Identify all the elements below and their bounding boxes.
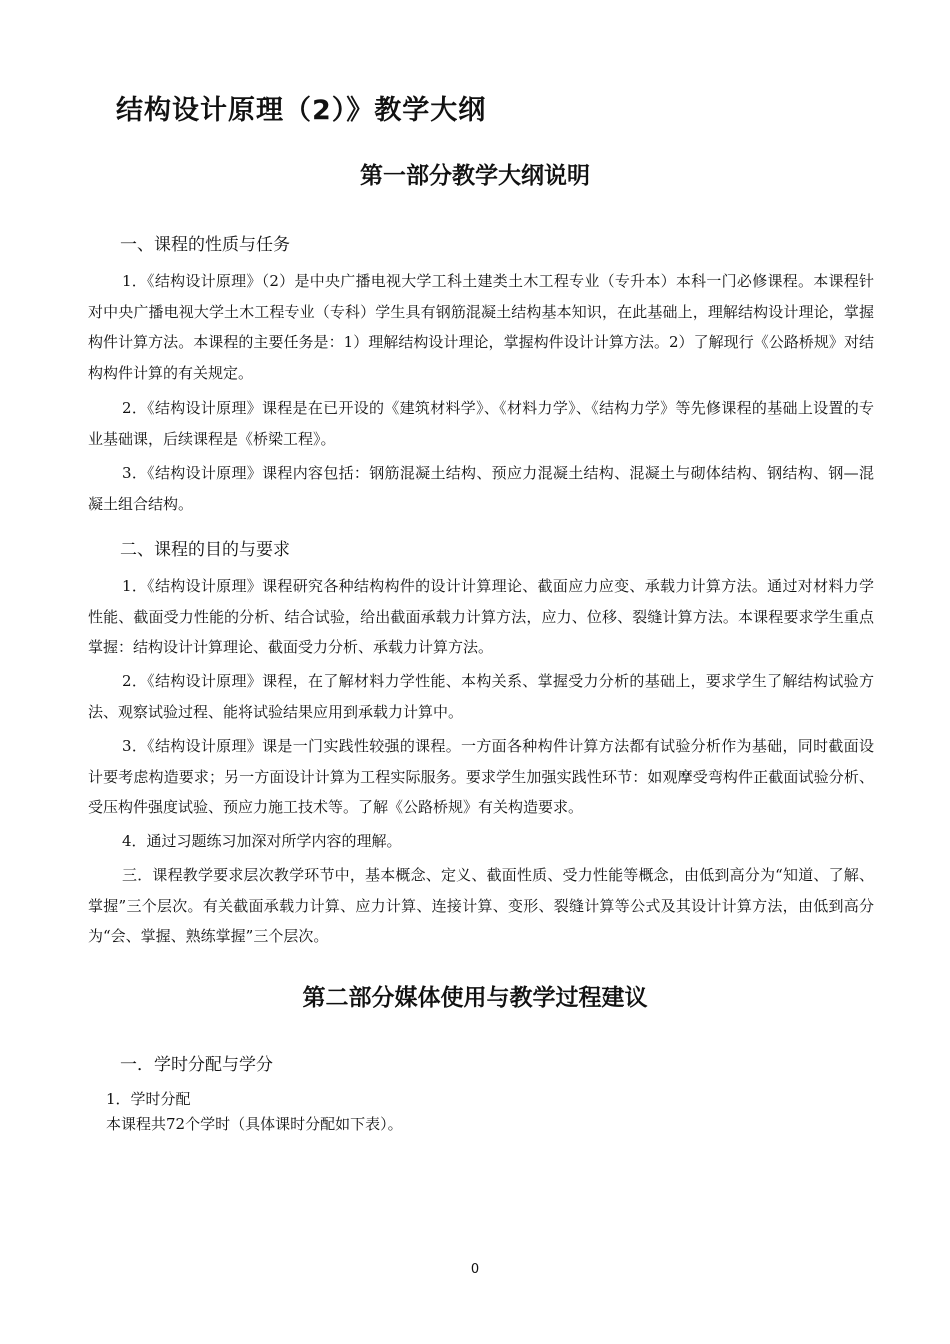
paragraph: 1．《结构设计原理》课程研究各种结构构件的设计计算理论、截面应力应变、承载力计算方法。通过对材料力学性能、截面受力性能的分析、结合试验，给出截面承载力计算方法，应力、位移、裂缝计算方法。本课程要求学生重点掌握：结构设计计算理论、截面受力分析、承载力计算方法。 <box>88 577 874 656</box>
paragraph: 2．《结构设计原理》课程，在了解材料力学性能、本构关系、掌握受力分析的基础上，要求学生了解结构试验方法、观察试验过程、能将试验结果应用到承载力计算中。 <box>88 672 874 721</box>
document-title: 结构设计原理（2）》教学大纲 <box>116 95 487 126</box>
section-heading-hours-credits: 一．学时分配与学分 <box>120 1055 273 1075</box>
part1-title: 第一部分教学大纲说明 <box>360 163 590 189</box>
part2-title: 第二部分媒体使用与教学过程建议 <box>302 985 648 1011</box>
paragraph: 1．《结构设计原理》（2）是中央广播电视大学工科土建类土木工程专业（专升本）本科一门必修课程。本课程针对中央广播电视大学土木工程专业（专科）学生具有钢筋混凝土结构基本知识，在此基础上，理解结构设计理论，掌握构件计算方法。本课程的主要任务是：1）理解结构设计理论，掌握构件设计计算方法。2）了解现行《公路桥规》对结构构件计算的有关规定。 <box>88 272 874 382</box>
paragraph: 3．《结构设计原理》课是一门实践性较强的课程。一方面各种构件计算方法都有试验分析作为基础，同时截面设计要考虑构造要求；另一方面设计计算为工程实际服务。要求学生加强实践性环节：如观摩受弯构件正截面试验分析、受压构件强度试验、预应力施工技术等。了解《公路桥规》有关构造要求。 <box>88 737 874 816</box>
paragraph: 2．《结构设计原理》课程是在已开设的《建筑材料学》、《材料力学》、《结构力学》等先修课程的基础上设置的专业基础课，后续课程是《桥梁工程》。 <box>88 399 874 448</box>
paragraph: 4．通过习题练习加深对所学内容的理解。 <box>122 832 402 850</box>
section-heading-goals-requirements: 二、课程的目的与要求 <box>120 540 290 560</box>
subsection-label-hours: 1．学时分配 <box>106 1090 191 1108</box>
paragraph: 3．《结构设计原理》课程内容包括：钢筋混凝土结构、预应力混凝土结构、混凝土与砌体结构、钢结构、钢—混凝土组合结构。 <box>88 464 874 513</box>
page-number: 0 <box>470 1262 480 1277</box>
paragraph: 三．课程教学要求层次教学环节中，基本概念、定义、截面性质、受力性能等概念，由低到高分为“知道、了解、掌握”三个层次。有关截面承载力计算、应力计算、连接计算、变形、裂缝计算等公式及其设计计算方法，由低到高分为“会、掌握、熟练掌握”三个层次。 <box>88 866 874 945</box>
hours-description: 本课程共72个学时（具体课时分配如下表）。 <box>106 1115 403 1133</box>
section-heading-nature-tasks: 一、课程的性质与任务 <box>120 235 290 255</box>
